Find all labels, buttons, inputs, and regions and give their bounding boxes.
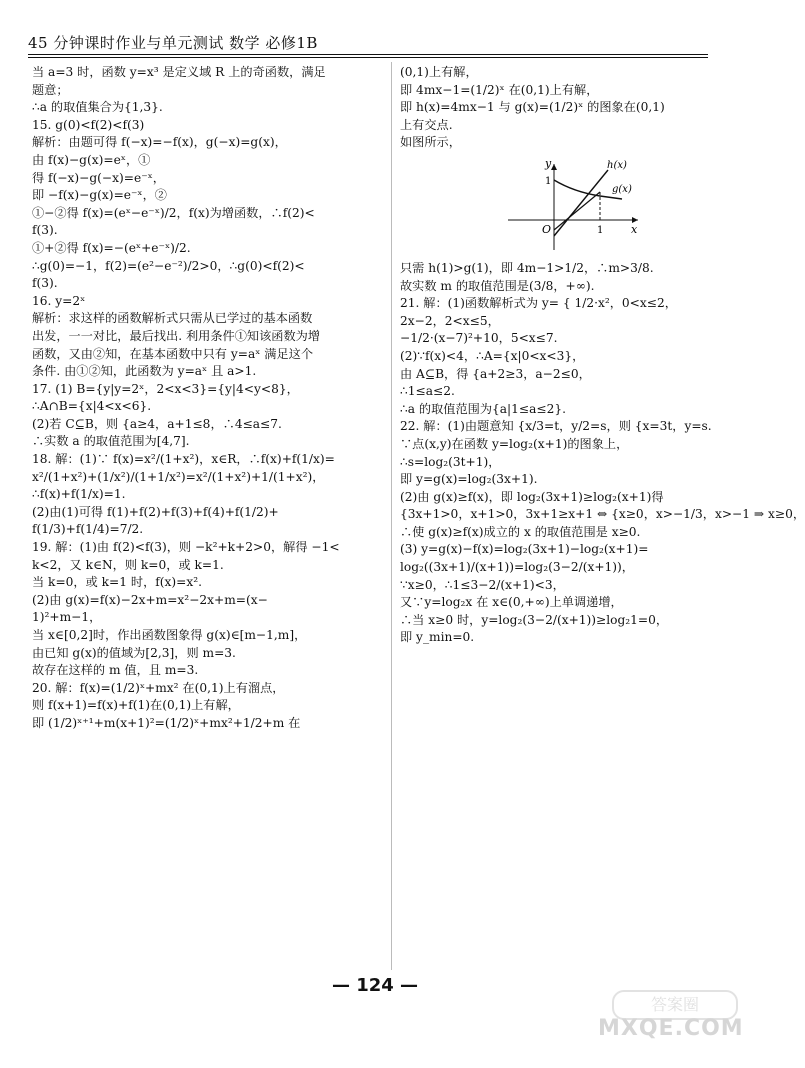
text-line: f(3). [32, 223, 58, 238]
text-line: 当 a=3 时，函数 y=x³ 是定义域 R 上的奇函数，满足 [32, 65, 326, 79]
text-line: 由已知 g(x)的值域为[2,3]，则 m=3. [32, 645, 236, 660]
text-line: 由 f(x)−g(x)=eˣ，① [32, 152, 151, 167]
text-line: 只需 h(1)>g(1)，即 4m−1>1/2，∴m>3/8. [400, 260, 654, 275]
y-axis-arrow [551, 164, 557, 170]
text-line: 如图所示， [400, 135, 461, 150]
watermark: MXQE.COM [598, 1016, 744, 1041]
text-line: 21. 解：(1)函数解析式为 y= { 1/2·x²，0<x≤2， [400, 296, 677, 311]
right-column [400, 64, 805, 647]
text-line: (0,1)上有解， [400, 65, 478, 79]
text-line: 18. 解：(1)∵ f(x)=x²/(1+x²)，x∈R，∴f(x)+f(1/x)= [32, 452, 335, 467]
text-line: 16. y=2ˣ [32, 293, 86, 308]
left-column [32, 64, 382, 733]
text-line: (2)∵f(x)<4，∴A={x|0<x<3}， [400, 348, 585, 363]
text-line: 题意； [32, 82, 69, 97]
text-line: 2x−2，2<x≤5， [400, 313, 500, 328]
right-lines-a [400, 64, 718, 152]
text-line: 即 (1/2)ˣ⁺¹+m(x+1)²=(1/2)ˣ+mx²+1/2+m 在 [32, 715, 301, 730]
column-divider [391, 62, 392, 970]
right-lines-b [400, 260, 805, 647]
text-line: ∴实数 a 的取值范围为[4,7]. [32, 434, 190, 449]
text-line: 15. g(0)<f(2)<f(3) [32, 117, 145, 132]
text-line: ∴a 的取值集合为{1,3}. [32, 100, 163, 115]
text-line: ∴f(x)+f(1/x)=1. [32, 487, 126, 502]
watermark-logo: 答案圈 [612, 990, 738, 1020]
page-header: 45 分钟课时作业与单元测试 数学 必修1B [28, 34, 318, 52]
graph-y-label: y [545, 156, 552, 170]
text-line: ∴当 x≥0 时，y=log₂(3−2/(x+1))≥log₂1=0， [400, 612, 669, 627]
text-line: 17. (1) B={y|y=2ˣ，2<x<3}={y|4<y<8}， [32, 381, 299, 396]
header-rule-2 [28, 57, 708, 58]
text-line: 当 x∈[0,2]时，作出函数图象得 g(x)∈[m−1,m]， [32, 628, 307, 642]
text-line: 条件. 由①②知，此函数为 y=aˣ 且 a>1. [32, 364, 257, 379]
text-line: (2)由 g(x)≥f(x)，即 log₂(3x+1)≥log₂(x+1)得 [400, 489, 664, 504]
text-line: 解析：求这样的函数解析式只需从已学过的基本函数 [32, 311, 313, 326]
function-graph [504, 158, 644, 254]
text-line: 22. 解：(1)由题意知 {x/3=t，y/2=s，则 {x=3t，y=s. [400, 419, 712, 434]
header-rule [28, 54, 708, 55]
text-line: ①+②得 f(x)=−(eˣ+e⁻ˣ)/2. [32, 240, 191, 255]
text-line: 即 y=g(x)=log₂(3x+1). [400, 472, 538, 487]
text-line: ∵x≥0，∴1≤3−2/(x+1)<3， [400, 577, 565, 592]
text-line: {3x+1>0，x+1>0，3x+1≥x+1 ⇔ {x≥0，x>−1/3，x>−1 ⇒ x≥0， [400, 507, 805, 522]
page-number: — 124 — [331, 975, 419, 996]
text-line: (2)由 g(x)=f(x)−2x+m=x²−2x+m=(x− [32, 592, 268, 607]
text-line: f(3). [32, 276, 58, 291]
text-line: 上有交点. [400, 117, 453, 132]
text-line: 故实数 m 的取值范围是(3/8，+∞). [400, 278, 595, 293]
text-line: 又∵y=log₂x 在 x∈(0,+∞)上单调递增， [400, 595, 623, 610]
text-line: 即 y_min=0. [400, 630, 475, 645]
text-line: 出发，一一对比，最后找出. 利用条件①知该函数为增 [32, 328, 321, 343]
text-line: ①−②得 f(x)=(eˣ−e⁻ˣ)/2，f(x)为增函数，∴f(2)< [32, 205, 315, 220]
graph-origin-label: O [542, 222, 552, 236]
text-line: 则 f(x+1)=f(x)+f(1)在(0,1)上有解， [32, 698, 240, 713]
graph-one-x: 1 [597, 224, 604, 236]
graph-one-y: 1 [545, 175, 552, 187]
text-line: ∴使 g(x)≥f(x)成立的 x 的取值范围是 x≥0. [400, 524, 641, 539]
text-line: 1)²+m−1， [32, 610, 102, 625]
text-line: (2)由(1)可得 f(1)+f(2)+f(3)+f(4)+f(1/2)+ [32, 504, 279, 519]
graph-h-label: h(x) [607, 159, 627, 171]
text-line: ∵点(x,y)在函数 y=log₂(x+1)的图象上， [400, 436, 629, 451]
graph-x-label: x [631, 222, 638, 236]
text-line: k<2，又 k∈N，则 k=0，或 k=1. [32, 557, 224, 572]
left-lines [32, 64, 382, 733]
text-line: ∴g(0)=−1，f(2)=(e²−e⁻²)/2>0，∴g(0)<f(2)< [32, 258, 305, 273]
graph-g-label: g(x) [612, 183, 632, 195]
text-line: x²/(1+x²)+(1/x²)/(1+1/x²)=x²/(1+x²)+1/(1+x²)， [32, 469, 325, 484]
text-line: 20. 解：f(x)=(1/2)ˣ+mx² 在(0,1)上有溜点， [32, 680, 285, 695]
text-line: 得 f(−x)−g(−x)=e⁻ˣ， [32, 170, 165, 185]
text-line: ∴s=log₂(3t+1)， [400, 454, 501, 469]
text-line: f(1/3)+f(1/4)=7/2. [32, 522, 144, 537]
text-line: ∴a 的取值范围为{a|1≤a≤2}. [400, 401, 566, 416]
text-line: 19. 解：(1)由 f(2)<f(3)，则 −k²+k+2>0，解得 −1< [32, 540, 340, 555]
text-line: log₂((3x+1)/(x+1))=log₂(3−2/(x+1))， [400, 560, 634, 575]
text-line: 故存在这样的 m 值，且 m=3. [32, 663, 199, 678]
text-line: −1/2·(x−7)²+10，5<x≤7. [400, 331, 558, 346]
text-line: (3) y=g(x)−f(x)=log₂(3x+1)−log₂(x+1)= [400, 542, 649, 557]
text-line: ∴A∩B={x|4<x<6}. [32, 399, 152, 414]
text-line: 即 h(x)=4mx−1 与 g(x)=(1/2)ˣ 的图象在(0,1) [400, 100, 665, 115]
text-line: 即 −f(x)−g(x)=e⁻ˣ，② [32, 188, 167, 203]
h-line-2 [554, 192, 600, 230]
text-line: 解析：由题可得 f(−x)=−f(x)，g(−x)=g(x)， [32, 135, 287, 150]
text-line: 当 k=0，或 k=1 时，f(x)=x². [32, 575, 203, 590]
text-line: 即 4mx−1=(1/2)ˣ 在(0,1)上有解， [400, 82, 599, 97]
text-line: 函数，又由②知，在基本函数中只有 y=aˣ 满足这个 [32, 346, 314, 361]
text-line: (2)若 C⊆B，则 {a≥4，a+1≤8，∴4≤a≤7. [32, 416, 282, 431]
text-line: 由 A⊆B，得 {a+2≥3，a−2≤0， [400, 366, 591, 381]
text-line: ∴1≤a≤2. [400, 384, 455, 399]
